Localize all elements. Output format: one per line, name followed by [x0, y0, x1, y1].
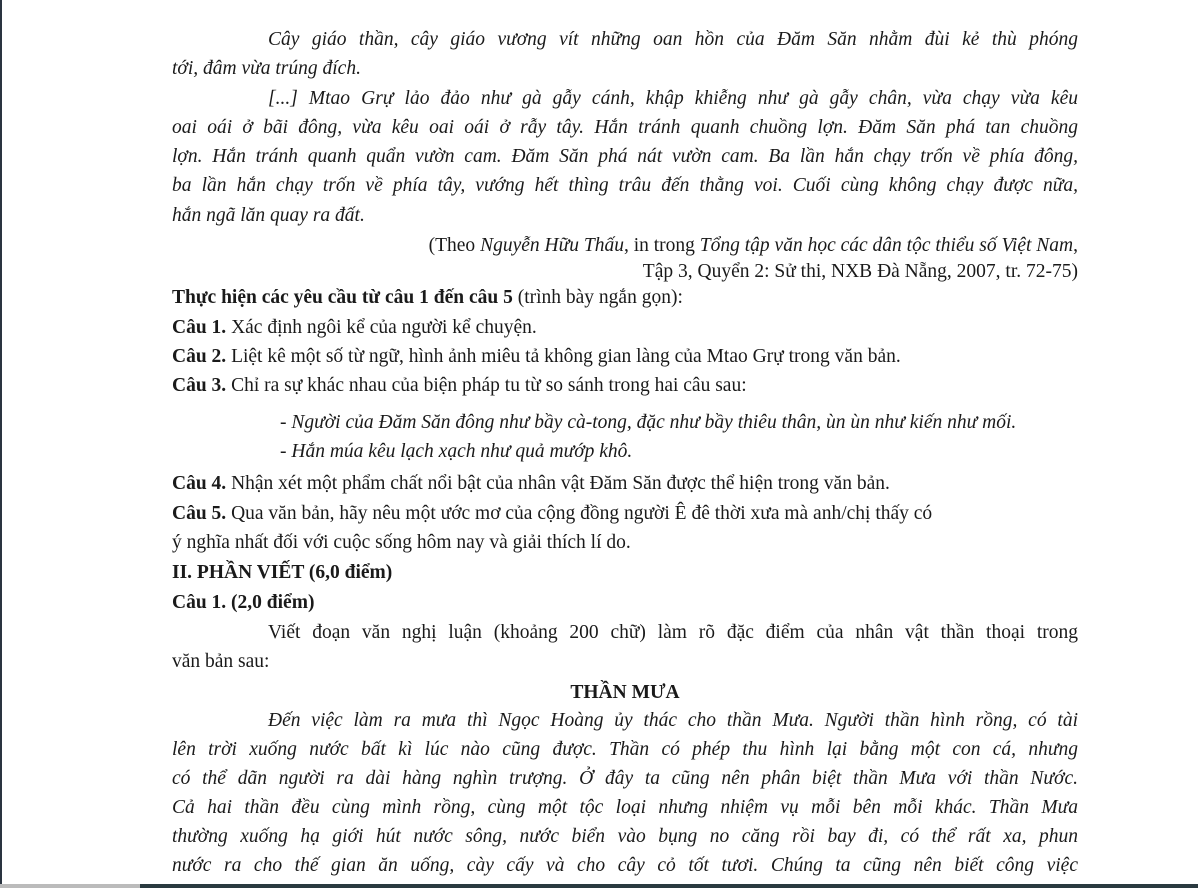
citation-prefix: (Theo: [428, 235, 481, 256]
question-label: Câu 4.: [172, 473, 227, 494]
question-text: Chỉ ra sự khác nhau của biện pháp tu từ so sánh trong hai câu sau:: [226, 375, 747, 396]
question-text: Xác định ngôi kể của người kể chuyện.: [226, 317, 537, 338]
excerpt-line: Cây giáo thần, cây giáo vương vít những oan hồn của Đăm Săn nhằm đùi kẻ thù phóng: [268, 29, 1078, 50]
instructions-rest: (trình bày ngắn gọn):: [512, 287, 683, 308]
question-2: [172, 345, 1078, 369]
question-3: [172, 374, 1078, 398]
example-2: - Hắn múa kêu lạch xạch như quả mướp khô.: [280, 441, 633, 462]
excerpt-line: hắn ngã lăn quay ra đất.: [172, 205, 365, 226]
story-line: có thể dãn người ra dài hàng nghìn trượng. Ở đây ta cũng nên phân biệt thần Mưa với thần Nước.: [172, 768, 1078, 789]
story-line: nước ra cho thế gian ăn uống, cày cấy và cho cây cỏ tốt tươi. Chúng ta cũng nên biết công việc: [172, 855, 1078, 876]
question-label: Câu 1.: [172, 317, 227, 338]
question-label: Câu 5.: [172, 503, 227, 524]
citation: [172, 234, 1078, 258]
excerpt-line: tới, đâm vừa trúng đích.: [172, 58, 361, 79]
section-title: II. PHẦN VIẾT (6,0 điểm): [172, 562, 393, 583]
question-5: [172, 502, 1078, 526]
citation-author: Nguyễn Hữu Thấu: [480, 235, 624, 256]
prompt-line: Viết đoạn văn nghị luận (khoảng 200 chữ) làm rõ đặc điểm của nhân vật thần thoại trong: [268, 622, 1078, 643]
example-1: - Người của Đăm Săn đông như bầy cà-tong, đặc như bầy thiêu thân, ùn ùn như kiến như mối.: [280, 412, 1017, 433]
question-text: Liệt kê một số từ ngữ, hình ảnh miêu tả không gian làng của Mtao Grự trong văn bản.: [226, 346, 901, 367]
story-title: THẦN MƯA: [570, 682, 680, 703]
story-line: Đến việc làm ra mưa thì Ngọc Hoàng ủy thác cho thần Mưa. Người thần hình rồng, có tài: [268, 710, 1078, 731]
excerpt-line: ba lần hắn chạy trốn về phía tây, vướng hết thìng trâu đến thằng voi. Cuối cùng không chạy được nữa,: [172, 175, 1078, 196]
left-edge: [0, 0, 2, 888]
question-5-cont: ý nghĩa nhất đối với cuộc sống hôm nay và giải thích lí do.: [172, 532, 631, 553]
story-line: lên trời xuống nước bất kì lúc nào cũng được. Thần có phép thu hình lại bằng một con cá, nhưng: [172, 739, 1078, 760]
question-text: Nhận xét một phẩm chất nổi bật của nhân vật Đăm Săn được thể hiện trong văn bản.: [226, 473, 890, 494]
citation-book: Tổng tập văn học các dân tộc thiểu số Việt Nam: [699, 235, 1074, 256]
section-question: Câu 1. (2,0 điểm): [172, 592, 315, 613]
story-line: Cả hai thần đều cùng mình rồng, cùng một tộc loại nhưng nhiệm vụ mỗi bên mỗi khác. Thần Mưa: [172, 797, 1078, 818]
excerpt-line: lợn. Hắn tránh quanh quẩn vườn cam. Đăm Săn phá nát vườn cam. Ba lần hắn chạy trốn về phía đông,: [172, 146, 1078, 167]
citation-mid: , in trong: [623, 235, 700, 256]
instructions: [172, 286, 1078, 310]
question-text: Qua văn bản, hãy nêu một ước mơ của cộng đồng người Ê đê thời xưa mà anh/chị thấy có: [226, 503, 933, 524]
instructions-bold: Thực hiện các yêu cầu từ câu 1 đến câu 5: [172, 287, 513, 308]
citation-end: ,: [1073, 235, 1078, 256]
bottom-bar: [140, 884, 1198, 888]
excerpt-line: oai oái ở bãi đông, vừa kêu oai oái ở rẫy tây. Hắn tránh quanh chuồng lợn. Đăm Săn phá tan chuồng: [172, 117, 1078, 138]
question-4: [172, 472, 1078, 496]
excerpt-line: [...] Mtao Grự lảo đảo như gà gẫy cánh, khập khiễng như gà gẫy chân, vừa chạy vừa kêu: [268, 88, 1078, 109]
question-label: Câu 3.: [172, 375, 227, 396]
scrollbar-track: [0, 884, 140, 888]
story-line: thường xuống hạ giới hút nước sông, nước biển vào bụng no căng rồi bay đi, có thể rất xa, phun: [172, 826, 1078, 847]
question-label: Câu 2.: [172, 346, 227, 367]
citation-line2: Tập 3, Quyển 2: Sử thi, NXB Đà Nẵng, 2007, tr. 72-75): [642, 261, 1078, 282]
question-1: [172, 316, 1078, 340]
prompt-line: văn bản sau:: [172, 651, 270, 672]
